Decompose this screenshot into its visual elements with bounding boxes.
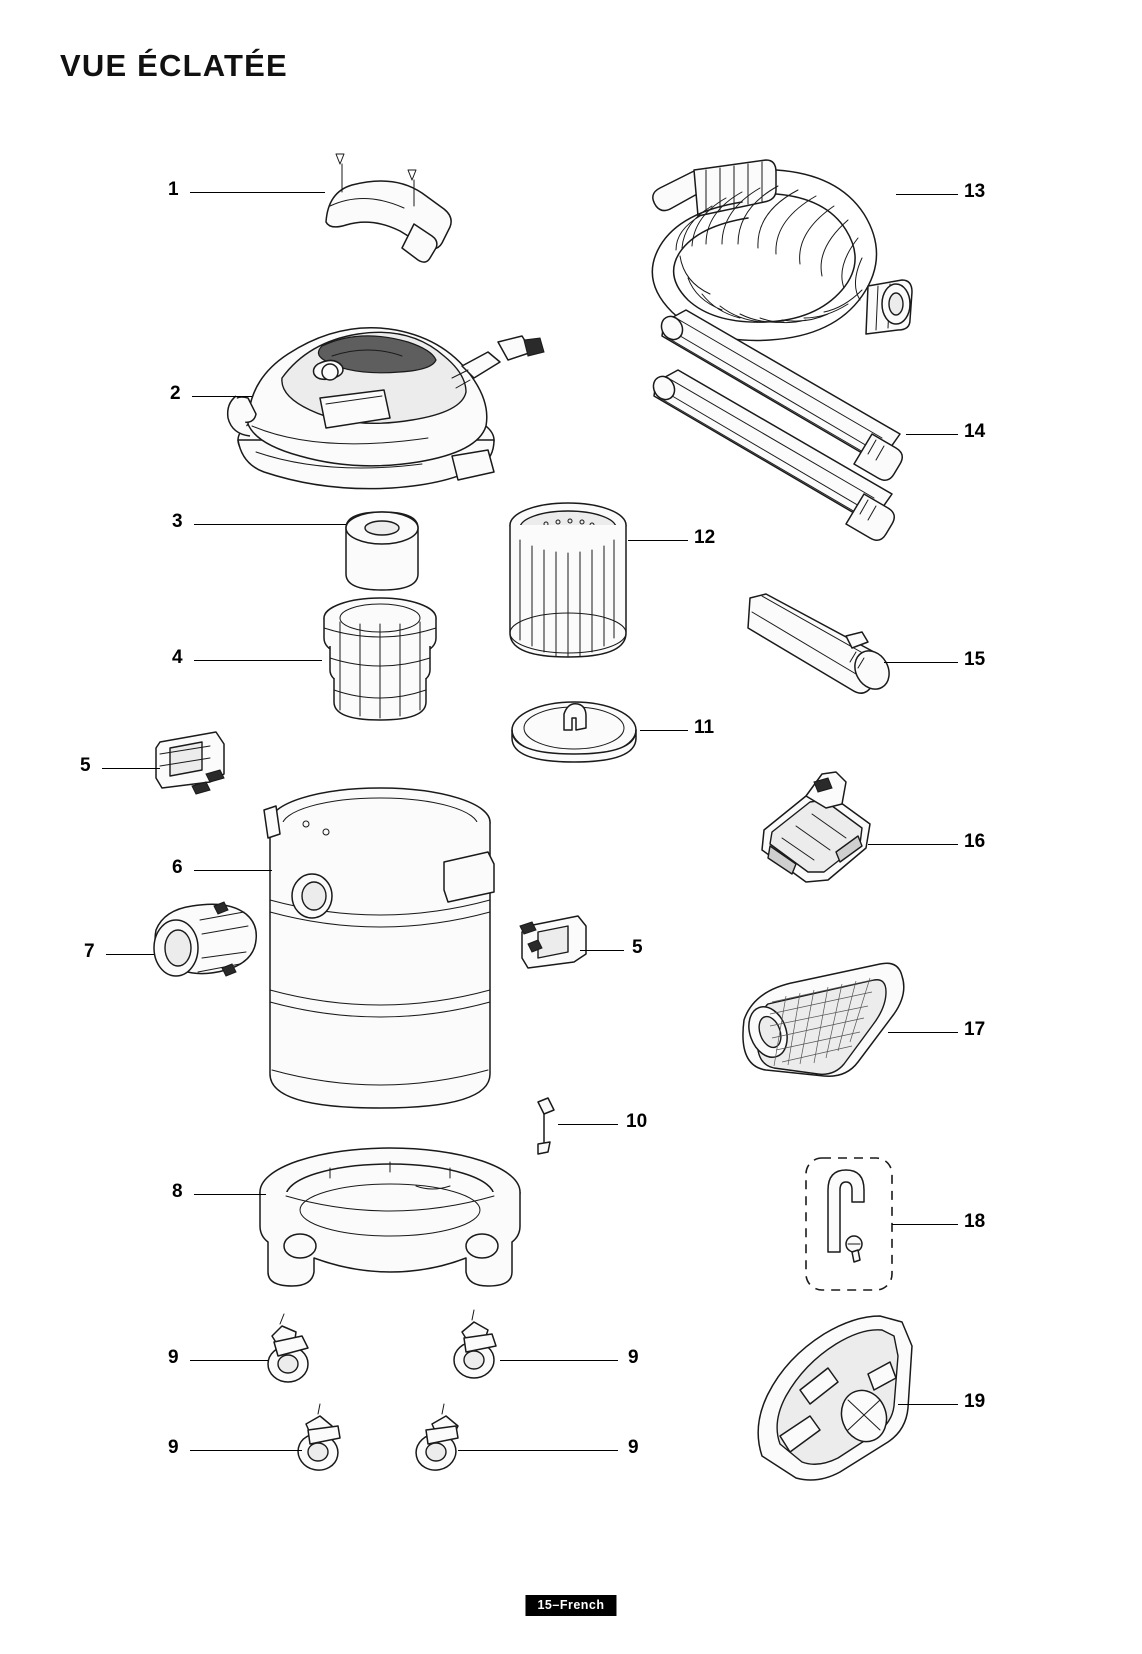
leader-13 — [896, 194, 958, 195]
leader-1 — [190, 192, 325, 193]
leader-4 — [194, 660, 322, 661]
callout-19: 19 — [964, 1391, 986, 1412]
part-cartridge-filter — [510, 503, 626, 657]
leader-2 — [192, 396, 252, 397]
callout-7: 7 — [84, 941, 95, 962]
callout-8: 8 — [172, 1181, 183, 1202]
leader-8 — [194, 1194, 266, 1195]
leader-12 — [628, 540, 688, 541]
page-footer: 15–French — [525, 1595, 616, 1616]
callout-9-top-left: 9 — [168, 1347, 179, 1368]
leader-16 — [868, 844, 958, 845]
part-handle — [326, 154, 451, 262]
leader-9-top-right — [500, 1360, 618, 1361]
leader-19 — [898, 1404, 958, 1405]
part-dolly-base — [260, 1148, 520, 1286]
part-foam-sleeve — [346, 512, 418, 590]
part-extension-wands — [649, 310, 902, 540]
part-drum — [264, 788, 494, 1108]
leader-5-left — [102, 768, 160, 769]
callout-9-top-right: 9 — [628, 1347, 639, 1368]
callout-18: 18 — [964, 1211, 986, 1232]
part-crevice-nozzle — [748, 594, 896, 695]
leader-9-top-left — [190, 1360, 268, 1361]
part-accessory-caddy — [758, 1316, 912, 1480]
part-hose — [652, 160, 912, 340]
callout-15: 15 — [964, 649, 986, 670]
callout-12: 12 — [694, 527, 716, 548]
part-filter-lid — [512, 702, 636, 762]
leader-9-bottom-right — [458, 1450, 618, 1451]
leader-18 — [892, 1224, 958, 1225]
leader-11 — [640, 730, 688, 731]
part-inlet-fitting — [154, 902, 256, 976]
leader-17 — [888, 1032, 958, 1033]
leader-6 — [194, 870, 272, 871]
part-latch-right — [520, 916, 586, 968]
part-latch-left — [156, 732, 224, 794]
callout-2: 2 — [170, 383, 181, 404]
callout-11: 11 — [694, 717, 715, 738]
part-filter-cage — [324, 598, 436, 720]
callout-16: 16 — [964, 831, 986, 852]
part-dust-bag — [742, 963, 904, 1076]
leader-3 — [194, 524, 346, 525]
callout-3: 3 — [172, 511, 183, 532]
callout-5-right: 5 — [632, 937, 643, 958]
part-drain-screw — [538, 1098, 554, 1154]
leader-7 — [106, 954, 154, 955]
part-hose-hook — [806, 1158, 892, 1290]
callout-14: 14 — [964, 421, 986, 442]
leader-15 — [884, 662, 958, 663]
page-title: VUE ÉCLATÉE — [60, 48, 288, 83]
leader-14 — [906, 434, 958, 435]
callout-4: 4 — [172, 647, 183, 668]
part-floor-nozzle — [762, 772, 870, 882]
callout-13: 13 — [964, 181, 986, 202]
leader-10 — [558, 1124, 618, 1125]
leader-5-right — [580, 950, 624, 951]
callout-17: 17 — [964, 1019, 986, 1040]
callout-6: 6 — [172, 857, 183, 878]
callout-9-bottom-left: 9 — [168, 1437, 179, 1458]
part-powerhead — [228, 328, 544, 489]
callout-5-left: 5 — [80, 755, 91, 776]
callout-10: 10 — [626, 1111, 648, 1132]
callout-9-bottom-right: 9 — [628, 1437, 639, 1458]
callout-1: 1 — [168, 179, 179, 200]
leader-9-bottom-left — [190, 1450, 302, 1451]
